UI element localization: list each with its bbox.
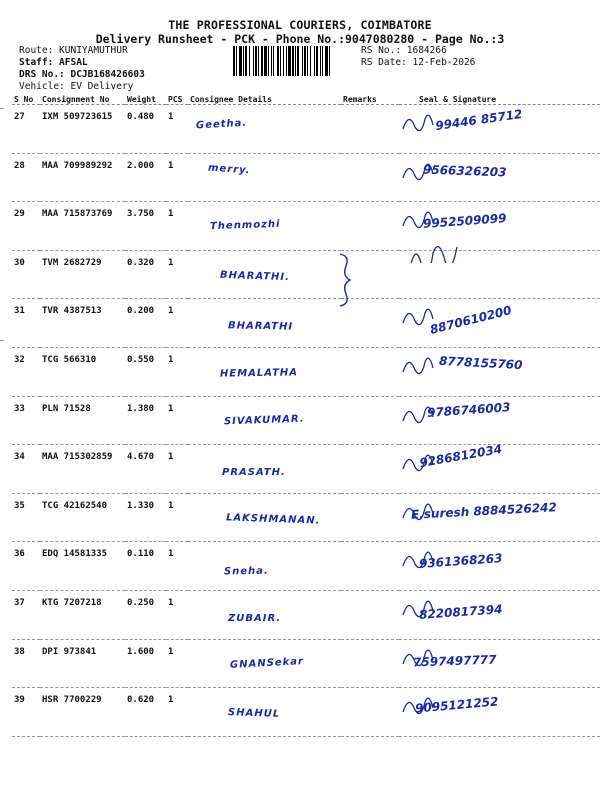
rs-number: RS No.: 1684266 — [361, 45, 447, 56]
barcode-bar — [322, 46, 323, 76]
cell-sno: 34 — [12, 445, 40, 494]
table-row — [12, 542, 600, 591]
cell-sno: 29 — [12, 202, 40, 251]
cell-cons: TCG 566310 — [40, 347, 125, 396]
barcode-bar — [283, 46, 284, 76]
column-header: Weight — [125, 94, 166, 105]
cell-cons: MAA 715302859 — [40, 445, 125, 494]
cell-cons: DPI 973841 — [40, 639, 125, 688]
runsheet-subtitle: Delivery Runsheet - PCK - Phone No.:9047080280 - Page No.:3 — [95, 32, 505, 46]
handwritten-signature: 99446 85712 — [434, 106, 524, 134]
handwritten-signature: 9361368263 — [418, 551, 503, 572]
drs-label: DRS No.: DCJB168426603 — [19, 69, 145, 80]
cell-pcs: 1 — [166, 445, 188, 494]
cell-remarks — [341, 590, 399, 639]
barcode-bar — [271, 46, 272, 76]
cell-consignee — [188, 688, 341, 737]
cell-cons: TCG 42162540 — [40, 493, 125, 542]
cell-consignee — [188, 396, 341, 445]
cell-consignee — [188, 445, 341, 494]
barcode-bar — [261, 46, 263, 76]
barcode-bar — [314, 46, 315, 76]
handwritten-consignee-name: Sneha. — [223, 565, 269, 578]
cell-cons: MAA 715873769 — [40, 202, 125, 251]
column-header: S No — [12, 94, 40, 105]
handwritten-consignee-name: PRASATH. — [222, 467, 286, 479]
barcode-bar — [258, 46, 259, 76]
cell-cons: EDQ 14581335 — [40, 542, 125, 591]
cell-pcs: 1 — [166, 542, 188, 591]
cell-cons: TVM 2682729 — [40, 250, 125, 299]
cell-sno: 31 — [12, 299, 40, 348]
cell-pcs: 1 — [166, 396, 188, 445]
barcode-bar — [264, 46, 267, 76]
cell-signature — [399, 442, 600, 494]
signature-scribble — [399, 447, 459, 477]
cell-consignee — [188, 493, 341, 542]
column-header: Consignee Details — [188, 94, 341, 105]
cell-consignee — [188, 153, 341, 202]
handwritten-signature: 9786746003 — [426, 399, 511, 420]
barcode-bar — [304, 46, 306, 76]
cell-consignee — [188, 542, 341, 591]
cell-pcs: 1 — [166, 639, 188, 688]
table-row — [12, 105, 600, 154]
runsheet-table — [12, 94, 600, 737]
cell-consignee — [188, 105, 341, 154]
cell-sno: 27 — [12, 105, 40, 154]
rs-date: RS Date: 12-Feb-2026 — [361, 57, 476, 68]
barcode-bar — [280, 46, 281, 76]
cell-cons: HSR 7700229 — [40, 688, 125, 737]
cell-remarks — [341, 688, 399, 737]
signature-scribble — [399, 350, 459, 380]
cell-weight: 4.670 — [125, 445, 166, 494]
cell-consignee — [188, 299, 341, 348]
signature-scribble — [399, 399, 459, 429]
barcode-image — [232, 46, 357, 76]
cell-remarks — [341, 639, 399, 688]
vehicle-label: Vehicle: EV Delivery — [19, 81, 134, 92]
cell-remarks — [341, 493, 399, 542]
cell-sno: 37 — [12, 590, 40, 639]
cell-signature — [399, 153, 600, 202]
cell-sno: 38 — [12, 639, 40, 688]
cell-signature — [399, 299, 600, 348]
table-row — [12, 493, 600, 542]
handwritten-signature: 9095121252 — [414, 694, 499, 716]
cell-weight: 2.000 — [125, 153, 166, 202]
cell-signature — [399, 105, 600, 154]
signature-scribble — [399, 642, 459, 672]
cell-signature — [399, 639, 600, 688]
cell-consignee — [188, 250, 341, 299]
handwritten-consignee-name: SIVAKUMAR. — [223, 413, 305, 427]
barcode-bar — [268, 46, 269, 76]
barcode-bar — [288, 46, 291, 76]
barcode-bar — [325, 46, 328, 76]
handwritten-consignee-name: ZUBAIR. — [228, 612, 282, 624]
cell-pcs: 1 — [166, 299, 188, 348]
barcode-bar — [316, 46, 318, 76]
column-header: Consignment No — [40, 94, 125, 105]
barcode-bar — [320, 46, 321, 76]
cell-signature — [399, 590, 600, 639]
handwritten-signature: 7597497777 — [412, 652, 497, 669]
cell-remarks — [341, 542, 399, 591]
table-row — [12, 396, 600, 445]
signature-scribble — [399, 204, 459, 234]
cell-signature — [399, 542, 600, 591]
cell-pcs: 1 — [166, 105, 188, 154]
table-header-row — [12, 94, 600, 105]
handwritten-signature: 8870610200 — [428, 303, 513, 338]
cell-consignee — [188, 590, 341, 639]
cell-pcs: 1 — [166, 202, 188, 251]
cell-pcs: 1 — [166, 590, 188, 639]
handwritten-consignee-name: SHAHUL — [227, 707, 281, 721]
cell-weight: 0.620 — [125, 688, 166, 737]
runsheet-title: THE PROFESSIONAL COURIERS, COIMBATORE — [168, 18, 432, 32]
signature-scribble — [399, 107, 459, 137]
cell-remarks — [341, 347, 399, 396]
cell-sno: 36 — [12, 542, 40, 591]
barcode-bar — [233, 46, 235, 76]
cell-cons: PLN 71528 — [40, 396, 125, 445]
barcode-bar — [295, 46, 296, 76]
cell-pcs: 1 — [166, 153, 188, 202]
cell-pcs: 1 — [166, 347, 188, 396]
cell-cons: KTG 7207218 — [40, 590, 125, 639]
staff-label: Staff: AFSAL — [19, 57, 88, 68]
cell-consignee — [188, 202, 341, 251]
column-header: PCS — [166, 94, 188, 105]
cell-sno: 33 — [12, 396, 40, 445]
cell-pcs: 1 — [166, 688, 188, 737]
table-row — [12, 250, 600, 299]
handwritten-consignee-name: Thenmozhi — [209, 218, 281, 233]
barcode-bar — [243, 46, 244, 76]
table-row — [12, 202, 600, 251]
cell-signature — [399, 688, 600, 737]
cell-sno: 30 — [12, 250, 40, 299]
barcode-bar — [255, 46, 257, 76]
table-row — [12, 639, 600, 688]
barcode-bar — [310, 46, 311, 76]
cell-weight: 0.550 — [125, 347, 166, 396]
cell-consignee — [188, 347, 341, 396]
cell-weight: 0.480 — [125, 105, 166, 154]
cell-remarks — [341, 445, 399, 494]
cell-sno: 28 — [12, 153, 40, 202]
cell-cons: TVR 4387513 — [40, 299, 125, 348]
cell-sno: 35 — [12, 493, 40, 542]
cell-cons: IXM 509723615 — [40, 105, 125, 154]
barcode-bar — [253, 46, 254, 76]
cell-remarks — [341, 202, 399, 251]
handwritten-consignee-name: HEMALATHA — [219, 367, 299, 380]
cell-signature — [399, 493, 600, 542]
signature-scribble — [399, 690, 459, 720]
barcode-bar — [297, 46, 299, 76]
signature-scribble — [399, 156, 459, 186]
cell-signature — [399, 250, 600, 299]
cell-pcs: 1 — [166, 493, 188, 542]
barcode-bar — [249, 46, 250, 76]
handwritten-signature: 9566326203 — [422, 162, 507, 180]
table-row — [12, 299, 600, 348]
signature-scribble — [399, 301, 459, 331]
cell-weight: 0.110 — [125, 542, 166, 591]
handwritten-signature: E.suresh 8884526242 — [410, 499, 558, 522]
cell-weight: 1.380 — [125, 396, 166, 445]
barcode-bar — [273, 46, 274, 76]
barcode-bar — [236, 46, 237, 76]
signature-scribble — [399, 593, 459, 623]
cell-signature — [399, 347, 600, 396]
cell-cons: MAA 709989292 — [40, 153, 125, 202]
cell-signature — [399, 396, 600, 445]
cell-remarks — [341, 153, 399, 202]
handwritten-consignee-name: Geetha. — [195, 117, 248, 132]
signature-scribble — [399, 544, 459, 574]
hole-punch-mark — [0, 108, 4, 109]
cell-weight: 1.600 — [125, 639, 166, 688]
handwritten-signature: 9286812034 — [418, 442, 504, 471]
column-header: Seal & Signature — [399, 94, 600, 105]
barcode-bar — [286, 46, 287, 76]
barcode-bar — [302, 46, 303, 76]
handwritten-consignee-name: merry. — [207, 162, 251, 177]
table-row — [12, 590, 600, 639]
cell-weight: 1.330 — [125, 493, 166, 542]
barcode-bar — [277, 46, 279, 76]
cell-weight: 0.200 — [125, 299, 166, 348]
signature-scribble — [399, 496, 459, 526]
handwritten-signature: 8778155760 — [438, 353, 523, 373]
barcode-bar — [245, 46, 247, 76]
bracket-mark — [336, 252, 356, 308]
handwritten-signature: 9952509099 — [422, 211, 507, 232]
table-row — [12, 347, 600, 396]
handwritten-consignee-name: BHARATHI. — [219, 269, 291, 283]
handwritten-consignee-name: BHARATHI — [227, 320, 294, 333]
table-row — [12, 153, 600, 202]
cell-sno: 32 — [12, 347, 40, 396]
handwritten-consignee-name: GNANSekar — [229, 655, 305, 671]
handwritten-consignee-name: LAKSHMANAN. — [225, 512, 321, 527]
handwritten-signature: 8220817394 — [418, 602, 503, 622]
cell-weight: 0.250 — [125, 590, 166, 639]
signature-scribble — [399, 233, 459, 263]
table-row — [12, 688, 600, 737]
cell-weight: 3.750 — [125, 202, 166, 251]
barcode-bar — [307, 46, 308, 76]
table-row — [12, 445, 600, 494]
column-header: Remarks — [341, 94, 399, 105]
barcode-bar — [292, 46, 294, 76]
cell-remarks — [341, 396, 399, 445]
cell-pcs: 1 — [166, 250, 188, 299]
cell-consignee — [188, 639, 341, 688]
barcode-bar — [329, 46, 330, 76]
barcode-bar — [239, 46, 242, 76]
hole-punch-mark — [0, 340, 4, 341]
cell-remarks — [341, 105, 399, 154]
cell-weight: 0.320 — [125, 250, 166, 299]
cell-sno: 39 — [12, 688, 40, 737]
route-label: Route: KUNIYAMUTHUR — [19, 45, 128, 56]
